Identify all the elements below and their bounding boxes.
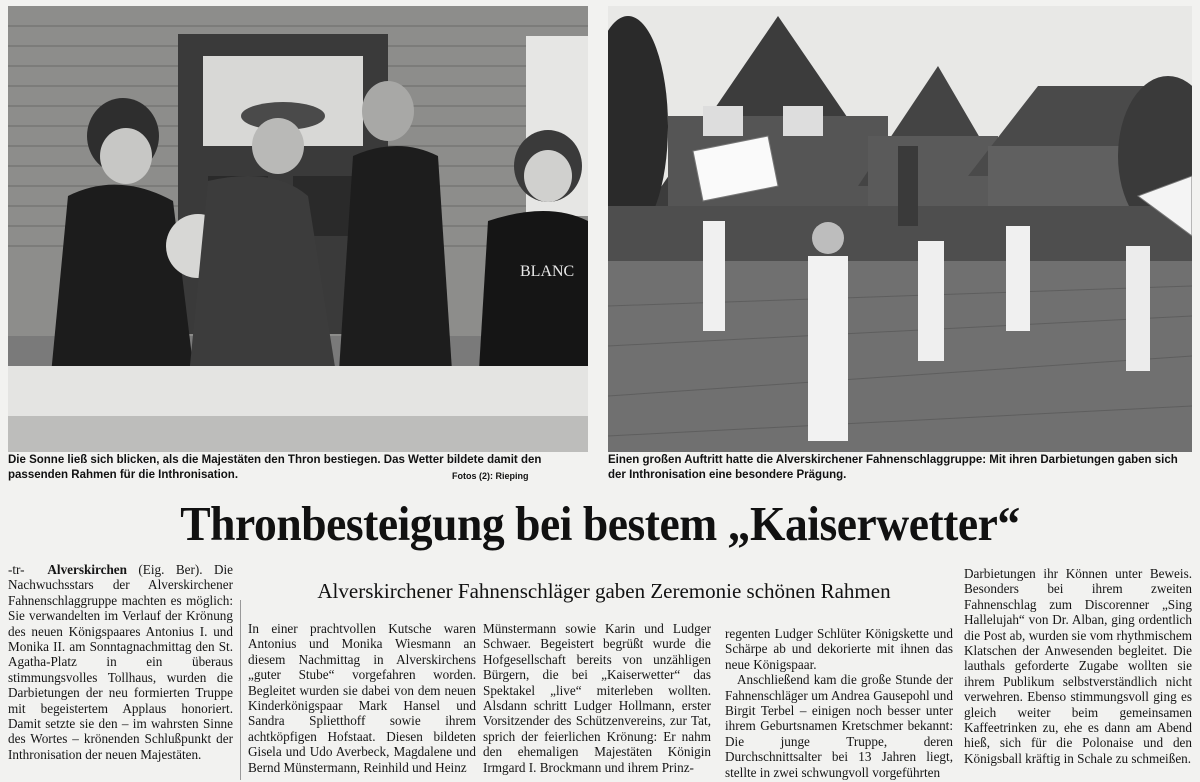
byline: -tr- [8, 562, 25, 577]
paragraph-text: Darbietungen ihr Können unter Beweis. Besonders bei ihrem zweiten Fahnenschlag zum Discorenner „Sing Hallelujah“ von Dr. Alban, ging ordentlich die Post ab, wurden sie vom rhythmischem Klatschen der Anwesenden begleitet. Die lauthals geforderte Zugabe wollten sie ihrem Publikum selbstverständlich nicht verwehren. Ebenso stimmungsvoll ging es gleich weiter beim gemeinsamen Kaffeetrinken zu, ehe es dann am Abend hieß, sich für die Polonaise und den Königsball kräftig in Schale zu schmeißen. [964, 566, 1192, 766]
flag-group-photo-illustration [608, 6, 1192, 452]
dateline-suffix: (Eig. Ber). [138, 562, 203, 577]
coronation-photo-illustration [8, 6, 588, 452]
article-subheadline: Alverskirchener Fahnenschläger gaben Zeremonie schönen Rahmen [317, 579, 891, 603]
paragraph-text: Die Nachwuchsstars der Alverskirchener Fahnenschlaggruppe machten es möglich: Sie verwandelten im Verlauf der Krönung des neuen Königspaares Antonius I. und Monika II. am Sonntagnachmittag den St. Agatha-Platz in ein überaus stimmungsvolles Tollhaus, wurden die Darbietungen der neu formierten Truppe mit begeistertem Applaus honoriert. Damit setzte sie den – im wahrsten Sinne des Wortes – krönenden Schlußpunkt der Inthronisation der neuen Majestäten. [8, 562, 233, 762]
dateline: Alverskirchen [47, 562, 127, 577]
coronation-photo [8, 6, 588, 452]
paragraph-text: Münstermann sowie Karin und Ludger Schwaer. Begeistert begrüßt wurde die Hofgesellschaft bereits von unzähligen Bürgern, die bei „Kaiserwetter“ das Spektakel „live“ miterleben wollten. Alsdann schritt Ludger Hollmann, erster Vorsitzender des Schützenvereins, zur Tat, sprich der feierlichen Krönung: Er nahm den ehemaligen Majestäten Königin Irmgard I. Brockmann und ihrem Prinz- [483, 621, 711, 775]
column-rule [240, 600, 241, 780]
article-headline: Thronbesteigung bei bestem „Kaiserwetter“ [180, 496, 1020, 551]
left-photo-caption: Die Sonne ließ sich blicken, als die Majestäten den Thron bestiegen. Das Wetter bildete damit den passenden Rahmen für die Inthronisation. [8, 454, 542, 481]
article-column-4 [725, 626, 953, 780]
paragraph-text: In einer prachtvollen Kutsche waren Antonius und Monika Wiesmann an diesem Nachmittag in Alverskirchens „guter Stube“ vorgefahren worden. Begleitet wurden sie dabei von dem neuen Kinderkönigspaar Mark Hansel und Sandra Splietthoff sowie ihrem achtköpfigen Hofstaat. Diesen bildeten Gisela und Udo Averbeck, Magdalene und Bernd Münstermann, Reinhild und Heinz [248, 621, 476, 775]
article-column-3 [483, 621, 711, 775]
article-column-5 [964, 566, 1192, 766]
photo-credit: Fotos (2): Rieping [452, 471, 529, 481]
paragraph-text: Anschließend kam die große Stunde der Fahnenschläger um Andrea Gausepohl und Birgit Terbel – einigen noch besser unter ihrem Geburtsnamen Kretschmer bekannt: Die junge Truppe, deren Durchschnittsalter bei 13 Jahren liegt, stellte in zwei schwungvoll vorgeführten [725, 672, 953, 780]
flag-group-photo [608, 6, 1192, 452]
article-column-2 [248, 621, 476, 775]
right-photo-caption: Einen großen Auftritt hatte die Alverskirchener Fahnenschlaggruppe: Mit ihren Darbietungen gaben sich der Inthronisation eine besondere Prägung. [608, 454, 1178, 481]
shirt-print: BLANC [520, 263, 575, 280]
article-column-1 [8, 562, 233, 762]
paragraph-text: regenten Ludger Schlüter Königskette und Schärpe ab und dekorierte mit ihnen das neue Königspaar. [725, 626, 953, 672]
lead-paragraph [8, 562, 233, 762]
